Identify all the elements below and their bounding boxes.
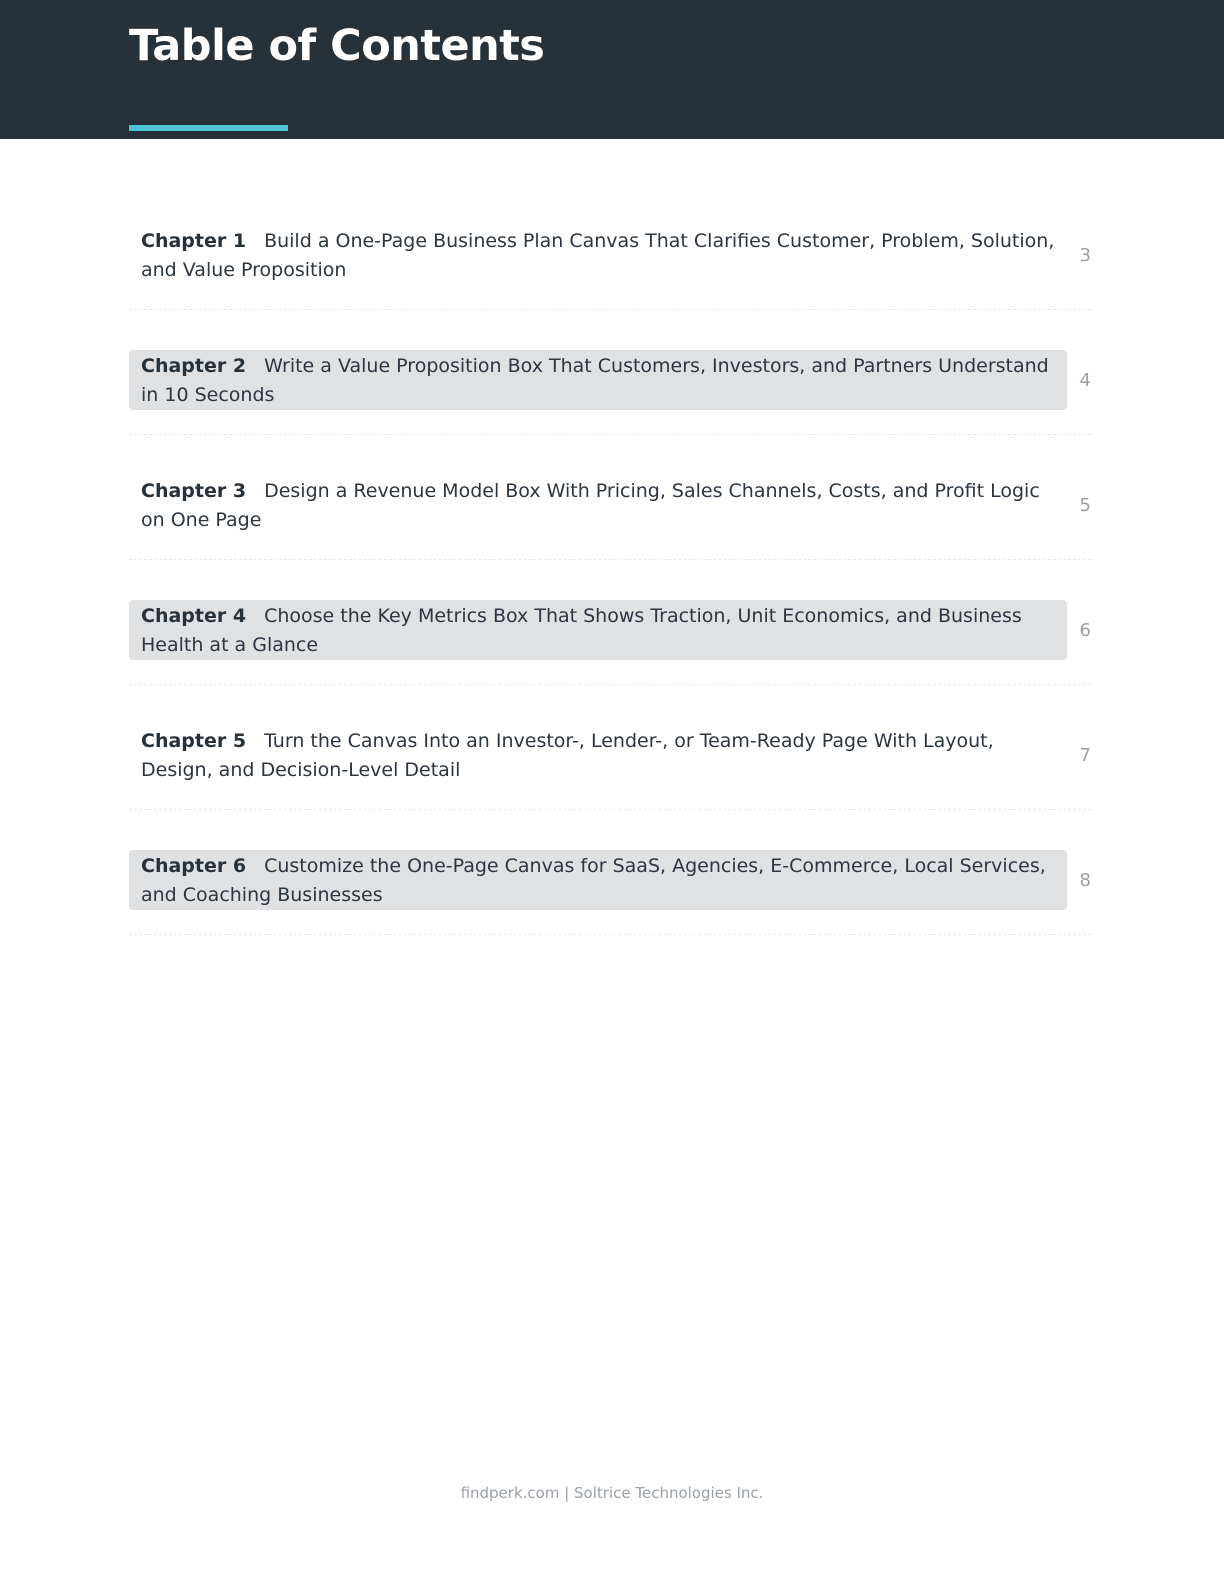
toc-entry-3[interactable]	[129, 435, 1091, 560]
toc-entry-4[interactable]	[129, 560, 1091, 685]
chapter-title: Write a Value Proposition Box That Customers, Investors, and Partners Understand in 10 Seconds	[141, 355, 1049, 406]
toc-entry-box	[129, 850, 1067, 910]
page-number: 4	[1079, 370, 1091, 391]
toc-entry-2[interactable]	[129, 310, 1091, 435]
chapter-label: Chapter 6	[141, 855, 247, 877]
chapter-label: Chapter 1	[141, 230, 247, 252]
toc-entry-1[interactable]	[129, 185, 1091, 310]
toc-entry-6[interactable]	[129, 810, 1091, 935]
toc-entry-box	[129, 350, 1067, 410]
toc-entry-box	[129, 600, 1067, 660]
page-footer: findperk.com | Soltrice Technologies Inc.	[460, 1484, 764, 1502]
chapter-label: Chapter 5	[141, 730, 247, 752]
chapter-label: Chapter 2	[141, 355, 247, 377]
toc-entry-box	[129, 725, 1067, 785]
toc-entry-box	[129, 225, 1067, 285]
page-number: 5	[1079, 495, 1091, 516]
page-title: Table of Contents	[129, 21, 545, 71]
chapter-title: Turn the Canvas Into an Investor-, Lender-, or Team-Ready Page With Layout, Design, and Decision-Level Detail	[141, 730, 994, 781]
page-header	[0, 0, 1224, 139]
page-number: 8	[1079, 870, 1091, 891]
page-number: 6	[1079, 620, 1091, 641]
chapter-title: Build a One-Page Business Plan Canvas That Clarifies Customer, Problem, Solution, and Value Proposition	[141, 230, 1055, 281]
chapter-title: Design a Revenue Model Box With Pricing, Sales Channels, Costs, and Profit Logic on One Page	[141, 480, 1040, 531]
header-accent-bar	[129, 125, 288, 131]
toc-entry-box	[129, 475, 1067, 535]
toc-entry-5[interactable]	[129, 685, 1091, 810]
page-number: 7	[1079, 745, 1091, 766]
chapter-title: Customize the One-Page Canvas for SaaS, Agencies, E-Commerce, Local Services, and Coaching Businesses	[141, 855, 1046, 906]
chapter-title: Choose the Key Metrics Box That Shows Traction, Unit Economics, and Business Health at a Glance	[141, 605, 1022, 656]
chapter-label: Chapter 3	[141, 480, 247, 502]
page-number: 3	[1079, 245, 1091, 266]
chapter-label: Chapter 4	[141, 605, 247, 627]
